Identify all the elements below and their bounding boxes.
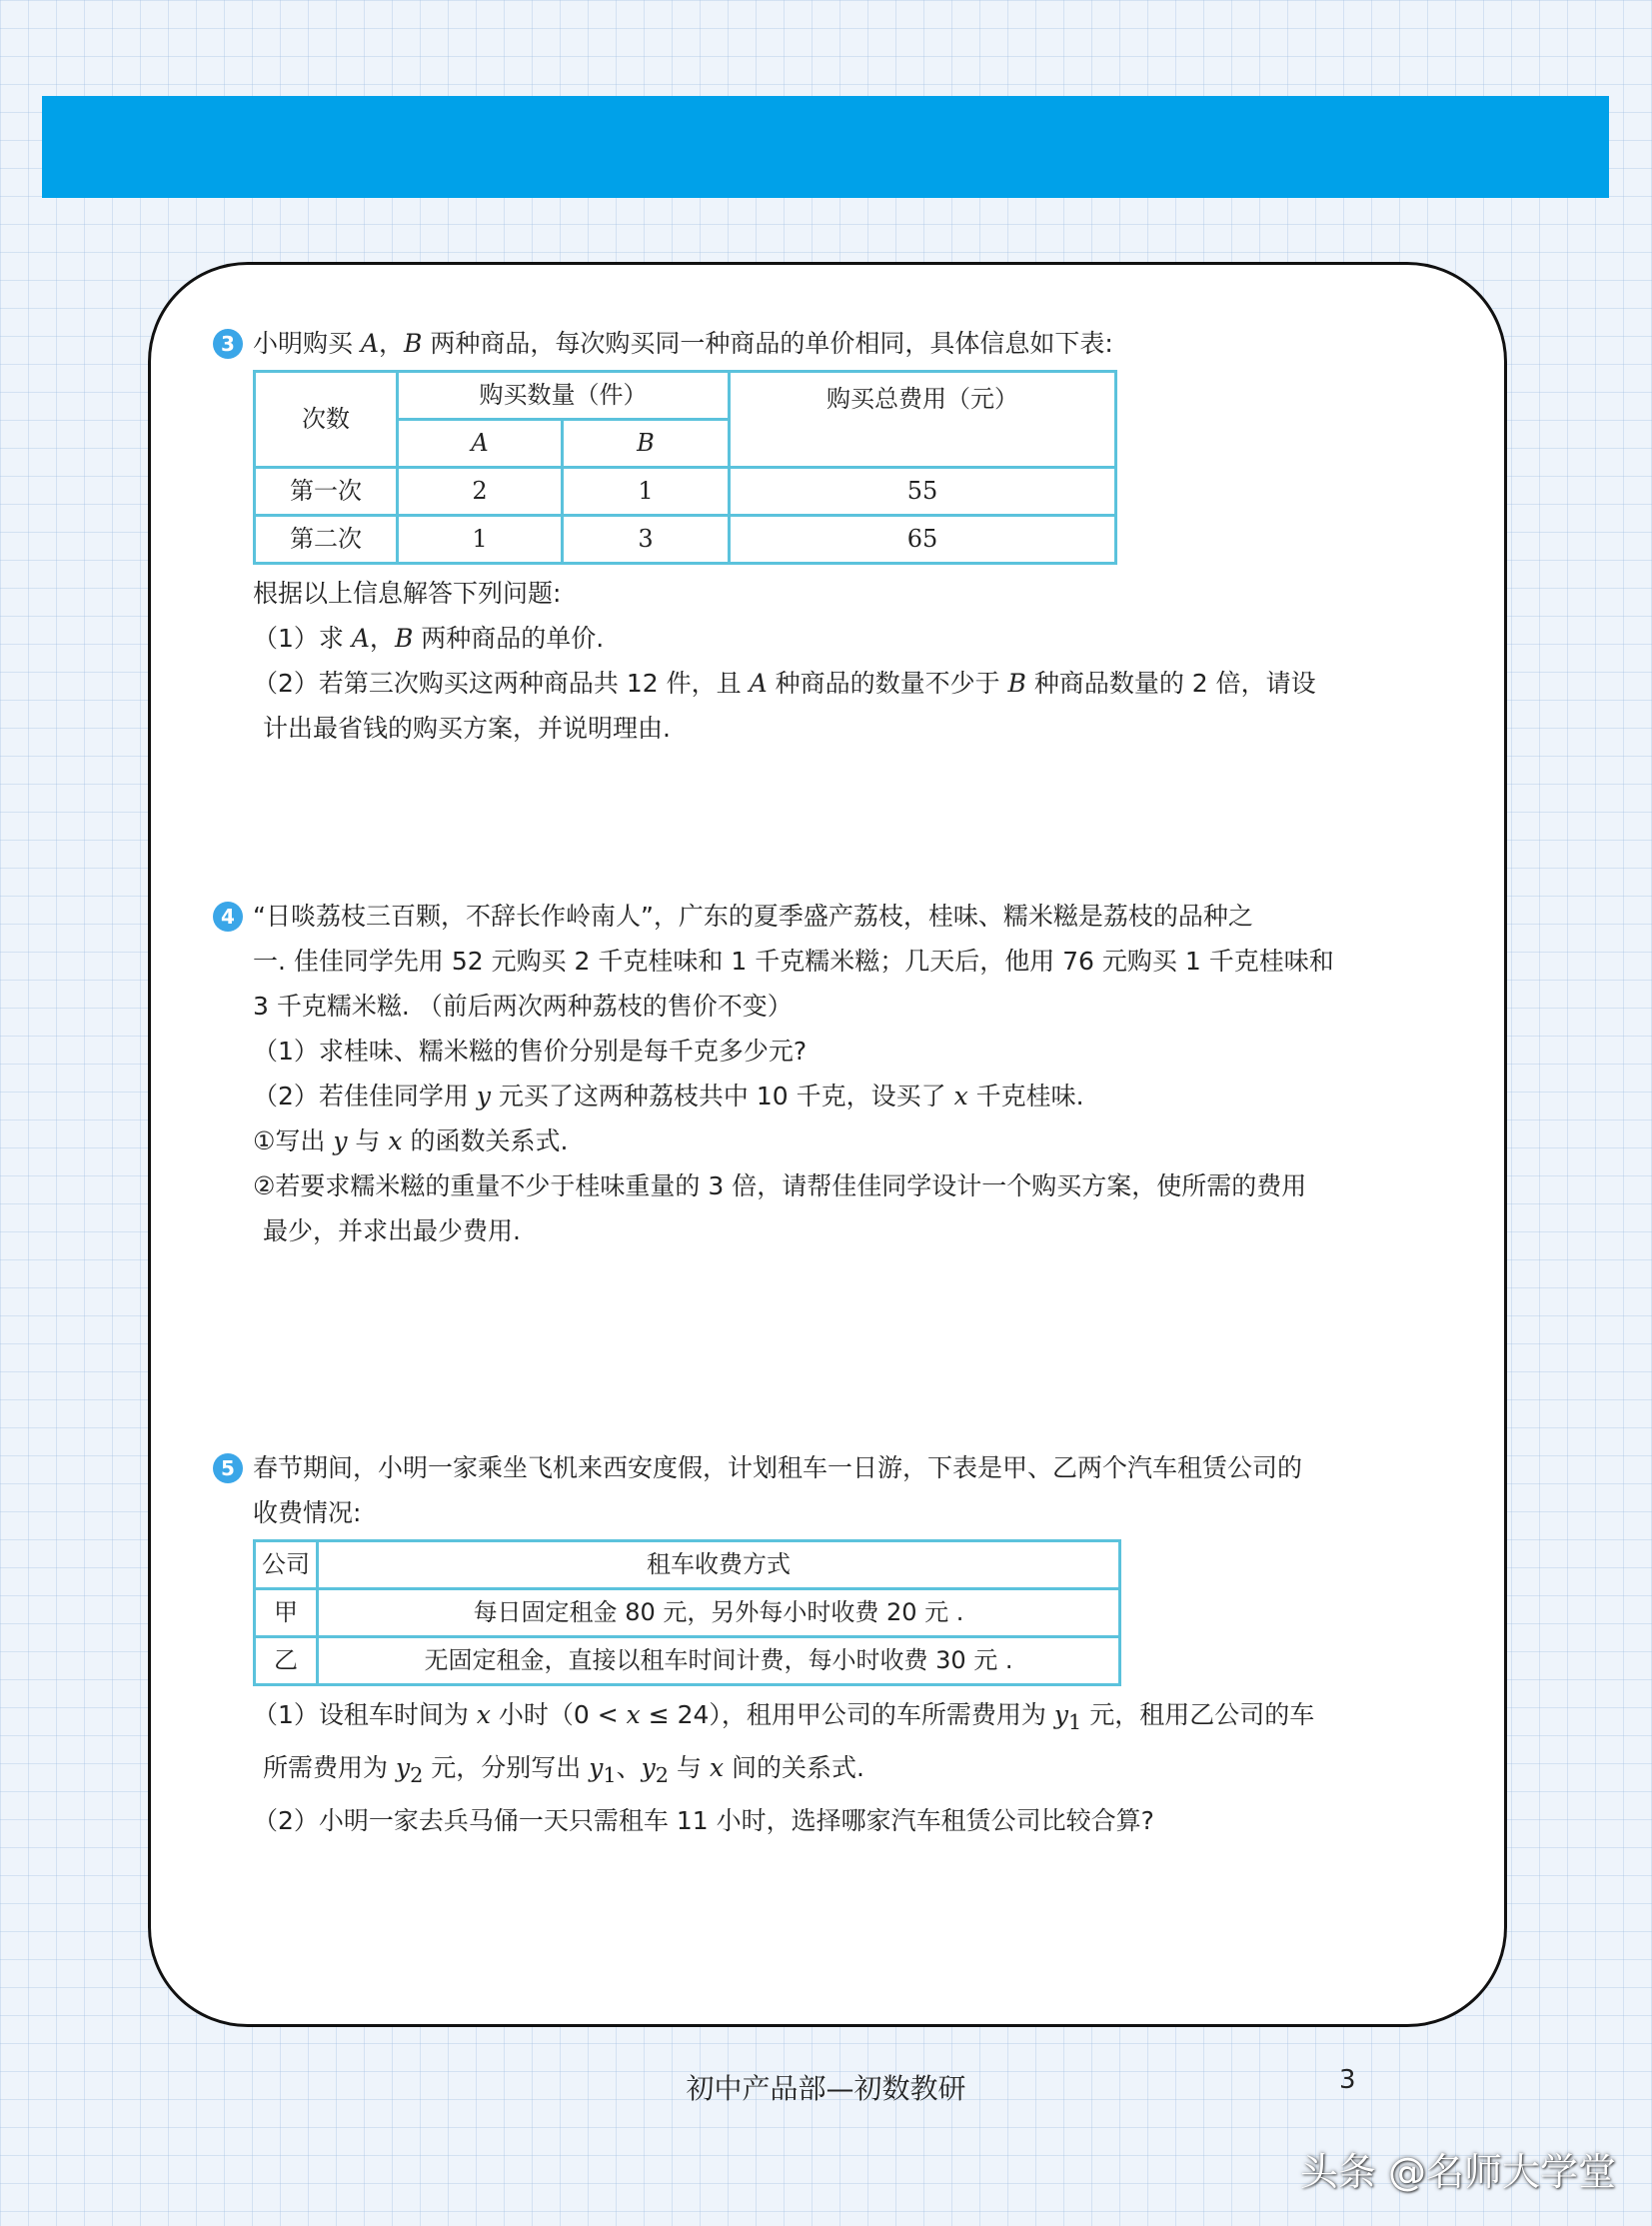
question-5 <box>221 1445 1462 1843</box>
q3-col-a: A <box>398 420 563 468</box>
q3-purchase-table <box>253 370 1117 565</box>
q4-sub-2-cont: 最少，并求出最少费用. <box>263 1216 521 1245</box>
table-row: 第二次 1 3 65 <box>255 516 1116 564</box>
q3-intro: 小明购买 A，B 两种商品，每次购买同一种商品的单价相同，具体信息如下表: <box>253 329 1113 358</box>
page-number: 3 <box>1339 2065 1356 2095</box>
q5-line-2: 收费情况: <box>253 1498 362 1527</box>
question-card <box>148 262 1507 2027</box>
q4-line-3: 3 千克糯米糍. （前后两次两种荔枝的售价不变） <box>253 992 793 1021</box>
q5-header-fee: 租车收费方式 <box>318 1541 1120 1589</box>
q3-header-times: 次数 <box>255 372 398 468</box>
question-3 <box>221 321 1462 751</box>
q5-part-1-cont: 所需费用为 $y_2$ 元，分别写出 $y_1$、$y_2$ 与 x 间的关系式. <box>263 1753 864 1787</box>
q4-sub-1: ①写出 y 与 x 的函数关系式. <box>253 1126 569 1155</box>
question-number-4: 4 <box>213 902 243 932</box>
q4-part-1: （1）求桂味、糯米糍的售价分别是每千克多少元? <box>253 1037 808 1066</box>
watermark: 头条 @名师大学堂 <box>1299 2150 1616 2194</box>
q3-col-b: B <box>563 420 730 468</box>
q4-sub-2: ②若要求糯米糍的重量不少于桂味重量的 3 倍，请帮佳佳同学设计一个购买方案，使所需的费用 <box>253 1171 1307 1200</box>
q4-part-2: （2）若佳佳同学用 y 元买了这两种荔枝共中 10 千克，设买了 x 千克桂味. <box>253 1082 1084 1111</box>
q4-line-1: “日啖荔枝三百颗，不辞长作岭南人”，广东的夏季盛产荔枝，桂味、糯米糍是荔枝的品种之 <box>253 902 1253 931</box>
table-row: 乙 无固定租金，直接以租车时间计费，每小时收费 30 元 . <box>255 1637 1120 1685</box>
q5-header-company: 公司 <box>255 1541 318 1589</box>
q3-part-1: （1）求 A，B 两种商品的单价. <box>253 624 605 653</box>
q3-part-2-cont: 计出最省钱的购买方案，并说明理由. <box>263 714 671 743</box>
footer-text: 初中产品部—初数教研 <box>686 2072 966 2105</box>
q3-header-total: 购买总费用（元） <box>730 372 1116 468</box>
q5-part-2: （2）小明一家去兵马俑一天只需租车 11 小时，选择哪家汽车租赁公司比较合算? <box>253 1806 1154 1835</box>
q3-lead: 根据以上信息解答下列问题: <box>253 579 562 608</box>
table-row: 甲 每日固定租金 80 元，另外每小时收费 20 元 . <box>255 1589 1120 1637</box>
question-number-5: 5 <box>213 1453 243 1483</box>
header-banner <box>42 96 1609 198</box>
q5-part-1: （1）设租车时间为 x 小时（0 < x ≤ 24），租用甲公司的车所需费用为 $y_1$ 元，租用乙公司的车 <box>253 1700 1315 1734</box>
q3-part-2: （2）若第三次购买这两种商品共 12 件，且 A 种商品的数量不少于 B 种商品数量的 2 倍，请设 <box>253 669 1316 698</box>
table-row: 第一次 2 1 55 <box>255 468 1116 516</box>
question-4 <box>221 894 1462 1253</box>
question-number-3: 3 <box>213 329 243 359</box>
q5-rental-table <box>253 1539 1121 1686</box>
q4-line-2: 一. 佳佳同学先用 52 元购买 2 千克桂味和 1 千克糯米糍；几天后，他用 76 元购买 1 千克桂味和 <box>253 947 1334 976</box>
q5-line-1: 春节期间，小明一家乘坐飞机来西安度假，计划租车一日游，下表是甲、乙两个汽车租赁公司的 <box>253 1453 1303 1482</box>
q3-header-quantity: 购买数量（件） <box>398 372 730 420</box>
